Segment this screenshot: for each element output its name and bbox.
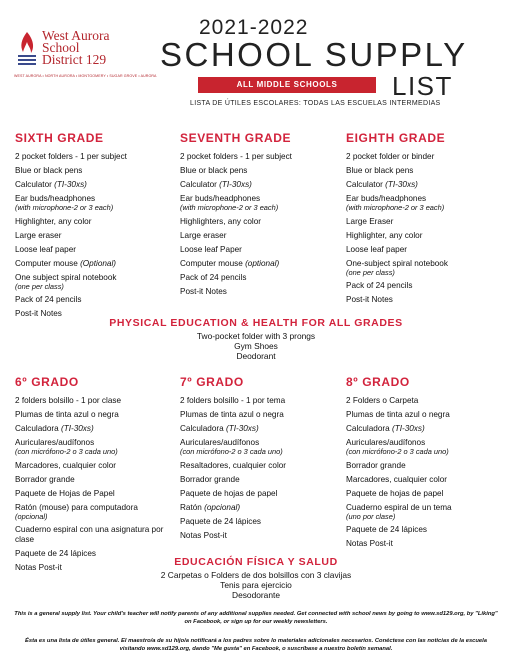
supply-item-text: Paquete de Hojas de Papel [15,488,115,498]
supply-item [180,231,340,241]
supply-item-text: Paquete de hojas de papel [346,488,444,498]
supply-item-note: (TI-30xs) [385,180,418,189]
supply-item-text: Post-it Notes [180,286,227,296]
supply-item [180,531,340,541]
pe-english-heading: PHYSICAL EDUCATION & HEALTH FOR ALL GRADES [109,317,403,329]
supply-item [180,217,340,227]
district-logo [14,28,157,82]
supply-item-note: (with microphone-2 or 3 each) [346,203,445,212]
supply-item-text: Ear buds/headphones [346,194,427,203]
supply-item-text: 2 pocket folders - 1 per subject [15,152,127,161]
supply-item-note: (opcional) [15,511,48,521]
supply-item-note: (with microphone-2 or 3 each) [180,203,279,212]
supply-item [346,245,506,255]
supply-item [346,194,506,213]
supply-item [180,475,340,485]
grade-heading: 7º GRADO [180,375,244,389]
supply-item-note: (TI-30xs) [60,424,94,433]
supply-item [15,259,175,269]
supply-item [180,194,340,213]
supply-item-text: Plumas de tinta azul o negra [346,410,450,419]
supply-item-text: Loose leaf Paper [180,244,242,254]
supply-item [15,180,175,190]
supply-item [346,461,506,471]
supply-item-text: Post-it Notes [15,309,62,318]
supply-item [15,245,175,255]
supply-item [15,152,175,162]
supply-item [180,517,340,527]
supply-item-text: Pack of 24 pencils [180,272,247,282]
supply-item [346,438,506,457]
list-word: LIST [392,71,453,101]
supply-item [346,281,506,291]
supply-item-text: Loose leaf paper [346,244,407,254]
supply-item [346,503,506,522]
supply-item-text: Plumas de tinta azul o negra [180,410,284,419]
supply-item-text: Blue or black pens [15,166,83,175]
supply-item-note: (one per class) [15,281,64,291]
supply-item-text: Calculator [180,180,220,189]
spanish-subtitle: LISTA DE ÚTILES ESCOLARES: TODAS LAS ESCUELAS INTERMEDIAS [190,100,441,107]
supply-item-text: Paquete de 24 lápices [180,516,262,526]
supply-item-text: Notas Post-it [180,530,227,540]
supply-item-text: Ratón [180,502,205,512]
pe-english-line: Two-pocket folder with 3 prongs [196,331,316,341]
logo-line-2: School [42,40,80,55]
page-title: SCHOOL SUPPLY [160,36,468,73]
supply-item [180,245,340,255]
supply-item-note: (opcional) [204,502,241,512]
supply-item-text: Calculator [15,180,55,189]
pe-english-line: Gym Shoes [234,341,278,351]
pe-spanish-line: Tenis para ejercicio [220,580,292,590]
supply-item [180,438,340,457]
supply-item-text: 2 pocket folder or binder [346,152,435,161]
supply-item-text: Calculadora [15,424,61,433]
supply-item-text: Ear buds/headphones [180,194,261,203]
pe-spanish-section [0,556,512,600]
supply-item-text: Resaltadores, cualquier color [180,460,287,470]
supply-item-text: Marcadores, cualquier color [15,460,117,470]
supply-item-text: 2 pocket folders - 1 per subject [180,152,292,161]
eighth-grade-column [346,131,506,309]
supply-item-note: (TI-30xs) [391,424,425,433]
supply-item-text: Loose leaf paper [15,244,76,254]
supply-item [15,503,175,522]
supply-item-text: Cuaderno espiral de un tema [346,502,452,512]
supply-item [180,259,340,269]
pe-spanish-heading: EDUCACIÓN FÍSICA Y SALUD [174,556,338,568]
pe-spanish-line: Desodorante [232,590,280,600]
supply-item-text: Paquete de 24 lápices [346,525,428,534]
supply-item [180,273,340,283]
supply-item-text: Borrador grande [346,460,406,470]
supply-item [15,461,175,471]
supply-item-text: Notas Post-it [15,563,62,572]
supply-item [15,525,175,545]
supply-item-note: (con micrófono-2 o 3 cada uno) [180,447,283,456]
supply-item-text: Highlighter, any color [346,230,423,240]
supply-item [15,273,175,292]
school-year: 2021-2022 [199,16,309,39]
logo-name [42,30,110,66]
supply-item [346,489,506,499]
supply-item-text: Borrador grande [15,474,75,484]
supply-item [180,287,340,297]
supply-item-text: 2 folders bolsillo - 1 por tema [180,396,286,405]
supply-item-text: Calculator [346,180,386,189]
supply-item-text: Large Eraser [346,216,394,226]
supply-item-text: Large eraser [15,230,62,240]
supply-item-text: Pack of 24 pencils [15,295,82,304]
supply-item [15,166,175,176]
supply-item-text: One-subject spiral notebook [346,258,448,268]
supply-item-text: Highlighters, any color [180,216,262,226]
supply-item-text: Auriculares/audífonos [180,438,260,447]
eighth-grado-column [346,375,506,553]
seventh-grade-column [180,131,340,301]
pe-english-section [0,317,512,361]
supply-item-text: Calculadora [180,424,226,433]
supply-item-note: (TI-30xs) [54,180,87,189]
supply-item-text: Cuaderno espiral con una asignatura por clase [15,525,164,544]
supply-item-note: (con micrófono-2 o 3 cada uno) [15,447,118,456]
supply-item [180,424,340,434]
supply-item [15,489,175,499]
supply-item [346,231,506,241]
supply-item-text: Auriculares/audífonos [346,438,426,447]
supply-item [346,410,506,420]
supply-item-note: (one per class) [346,267,395,277]
supply-item [15,396,175,406]
supply-item [180,489,340,499]
supply-item [15,295,175,305]
sixth-grade-column [15,131,175,323]
supply-item [346,152,506,162]
grade-heading: 8º GRADO [346,375,410,389]
all-middle-schools-banner: ALL MIDDLE SCHOOLS [198,77,376,93]
supply-item-text: Notas Post-it [346,539,393,548]
supply-item-note: (optional) [245,258,280,268]
supply-item [180,503,340,513]
supply-item-text: Ear buds/headphones [15,194,96,203]
supply-item [346,180,506,190]
grade-heading: SEVENTH GRADE [180,131,292,145]
supply-item-text: Plumas de tinta azul o negra [15,410,119,419]
supply-item [346,259,506,278]
supply-item-text: Auriculares/audífonos [15,438,95,447]
supply-item-text: Pack of 24 pencils [346,281,413,290]
supply-item [15,231,175,241]
supply-item [346,217,506,227]
supply-item-text: Large eraser [180,230,227,240]
supply-item-text: Blue or black pens [346,166,414,175]
logo-line-3: District 129 [42,52,107,67]
supply-item [180,166,340,176]
grade-heading: SIXTH GRADE [15,131,104,145]
supply-item [15,194,175,213]
supply-item-text: Calculadora [346,424,392,433]
supply-item-note: (with microphone-2 or 3 each) [15,203,114,212]
supply-item [180,180,340,190]
supply-item-text: Paquete de hojas de papel [180,488,278,498]
seventh-grado-column [180,375,340,545]
pe-english-line: Deodorant [236,351,276,361]
supply-item [180,410,340,420]
supply-item [15,438,175,457]
footer-english-note: This is a general supply list. Your child's teacher will notify parents of any additional supplies needed. Get connected with school news by going to www.sd129.org, by "Liking" on Facebook, or sign up for our weekly newsletters. [14,611,498,625]
supply-item [180,396,340,406]
logo-line-1: West Aurora [42,28,110,43]
pe-spanish-line: 2 Carpetas o Folders de dos bolsillos con 3 clavijas [160,570,352,580]
supply-item [15,410,175,420]
grade-heading: EIGHTH GRADE [346,131,446,145]
supply-item [346,475,506,485]
supply-item-text: Highlighter, any color [15,216,92,226]
supply-item [346,396,506,406]
supply-item-text: 2 folders bolsillo - 1 por clase [15,396,122,405]
supply-item-text: Ratón (mouse) para computadora [15,502,138,512]
supply-item [180,152,340,162]
supply-item-note: (TI-30xs) [225,424,259,433]
supply-item [346,166,506,176]
supply-item [15,217,175,227]
supply-item-text: Computer mouse [180,258,246,268]
supply-item-text: Paquete de 24 lápices [15,549,97,558]
flame-crest-icon [14,30,40,66]
supply-item [346,525,506,535]
supply-item [15,475,175,485]
footer-spanish-note: Ésta es una lista de útiles general. El maestro/a de su hijo/a notificará a los padres sobre lo materiales adicionales necesarios. Conéctese con las noticias de la escuela visitando www.sd129.org, dando "Me gusta" en Facebook, o suscríbase a nuestro boletín semanal. [24,638,487,652]
logo-tagline: WEST AURORA • NORTH AURORA • MONTGOMERY • SUGAR GROVE • AURORA [14,74,157,78]
supply-item [346,539,506,549]
supply-item [180,461,340,471]
grade-heading: 6º GRADO [15,375,79,389]
supply-item-text: Borrador grande [180,474,240,484]
sixth-grado-column [15,375,175,577]
supply-item-note: (TI-30xs) [219,180,252,189]
supply-item [15,424,175,434]
supply-item-text: 2 Folders o Carpeta [346,396,419,405]
supply-item-text: Blue or black pens [180,166,248,175]
supply-item [346,295,506,305]
supply-item-note: (uno por clase) [346,511,396,521]
supply-item-note: (con micrófono-2 o 3 cada uno) [346,447,449,456]
supply-item-note: (Optional) [80,258,117,268]
supply-item-text: Post-it Notes [346,295,393,304]
supply-item [346,424,506,434]
supply-item-text: Computer mouse [15,258,81,268]
supply-item-text: One subject spiral notebook [15,272,117,282]
supply-item-text: Marcadores, cualquier color [346,474,448,484]
